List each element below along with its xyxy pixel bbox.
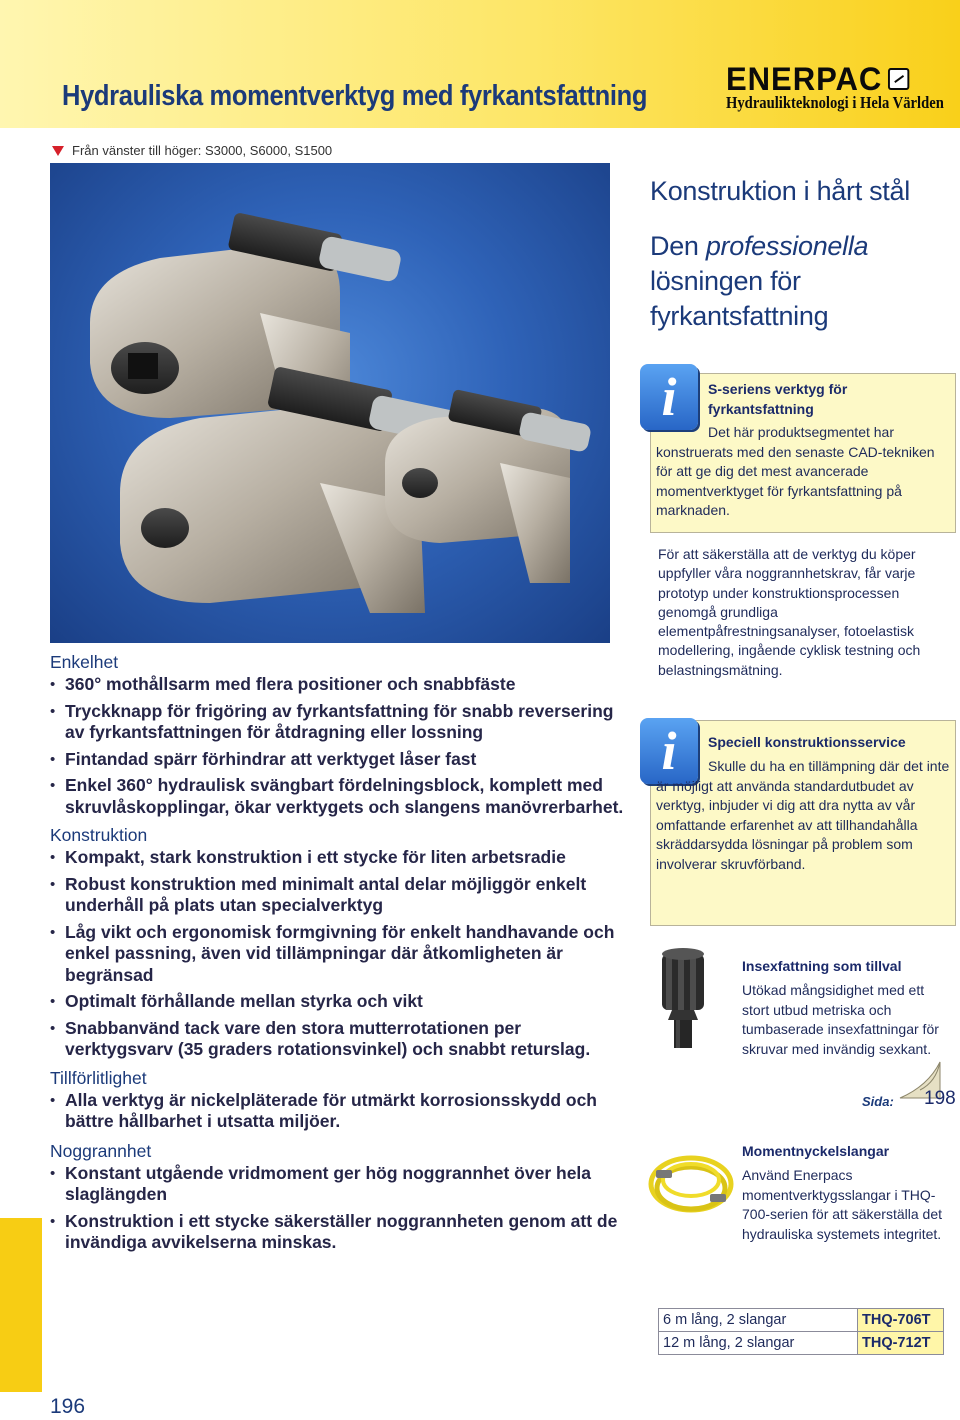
section-heading-steel: Konstruktion i hårt stål [650,176,910,206]
info-box-s-series-title: S-seriens verktyg för fyrkantsfattning [708,381,848,417]
enerpac-logo [726,61,944,112]
feature-item: • Enkel 360° hydraulisk svängbart fördelningsblock, komplett med skruvlåskopplingar, ökar verktygets och slangens manövrerbarhet. [50,775,630,818]
info-box-custom-service-text: Skulle du ha en tillämpning där det inte är möjligt att använda standardutbudet av verktyg, inbjuder vi dig att dra nytta av vår omfattande erfarenhet av att tillhandahålla skräddarsydda lösningar på problem som involverar skruvförband. [656,758,950,872]
feature-item: • Tryckknapp för frigöring av fyrkantsfattning för snabb reversering av fyrkantsfattningen för åtdragning eller lossning [50,701,630,744]
page-ref-label: Sida: [862,1094,894,1109]
emphasis-professionella: professionella [705,231,869,261]
hoses-title: Momentnyckelslangar [742,1143,890,1159]
feature-item: • Konstant utgående vridmoment ger hög noggrannhet över hela slaglängden [50,1163,630,1206]
info-box-custom-service-title: Speciell konstruktionsservice [708,734,906,750]
feature-item: • Robust konstruktion med minimalt antal delar möjliggör enkelt underhåll på plats utan specialverktyg [50,874,630,917]
logo-tagline: Hydraulikteknologi i Hela Världen [726,93,944,112]
table-row [659,1309,944,1332]
hoses-text: Använd Enerpacs momentverktygsslangar i THQ-700-serien för att säkerställa det hydrauliska systemets integritet. [742,1167,942,1242]
torque-wrench-illustration [50,163,610,643]
feature-item: • Fintandad spärr förhindrar att verktyget låser fast [50,749,630,771]
product-photo [50,163,610,643]
feature-item: • Kompakt, stark konstruktion i ett stycke för liten arbetsradie [50,847,630,869]
feature-item: • Snabbanvänd tack vare den stora mutterrotationen per verktygsvarv (35 graders rotationsvinkel) och snabbt returslag. [50,1018,630,1061]
info-icon: i [640,718,698,784]
testing-paragraph: För att säkerställa att de verktyg du köper uppfyller våra noggrannhetskrav, får varje prototyp under konstruktionsprocessen genomgå grundliga elementpåfrestningsanalyser, fotoelastisk modellering, ingående cyklisk testning och belastningsmätning. [658,546,921,678]
feature-item: • 360° mothållsarm med flera positioner och snabbfäste [50,674,630,696]
hex-option-text: Utökad mångsidighet med ett stort utbud metriska och tumbaserade insexfattningar för skruvar med invändig sexkant. [742,982,939,1057]
hose-model: THQ-706T [858,1309,944,1332]
feature-list [50,650,630,1259]
logo-wordmark: ENERPAC [726,61,883,97]
info-icon: i [640,364,698,430]
hose-desc: 12 m lång, 2 slangar [659,1332,858,1355]
feature-item: • Konstruktion i ett stycke säkerställer noggrannheten genom att de invändiga avvikelserna minskas. [50,1211,630,1254]
hex-socket-image [646,946,724,1056]
triangle-down-icon [52,146,64,156]
page-number: 196 [50,1395,86,1418]
brand-mark-icon [888,68,909,90]
section-heading-professional: Den professionella lösningen för fyrkantsfattning [650,231,869,331]
page-title: Hydrauliska momentverktyg med fyrkantsfattning [62,80,648,112]
info-box-s-series-text: Det här produktsegmentet har konstruerats med den senaste CAD-tekniken för att ge dig det mest avancerade momentverktyget för fyrkantsfattning på marknaden. [656,424,935,518]
feature-heading: Enkelhet [50,652,119,672]
caption-text: Från vänster till höger: S3000, S6000, S1500 [72,143,333,158]
hex-option-title: Insexfattning som tillval [742,958,902,974]
feature-heading: Noggrannhet [50,1140,152,1161]
feature-heading: Konstruktion [50,825,148,845]
table-row [659,1332,944,1355]
hose-table [658,1308,944,1355]
feature-heading: Tillförlitlighet [50,1067,147,1088]
hose-desc: 6 m lång, 2 slangar [659,1309,858,1332]
feature-item: • Låg vikt och ergonomisk formgivning för enkelt handhavande och enkel passning, även vid tillämpningar där åtkomligheten är begränsad [50,922,630,987]
hose-model: THQ-712T [858,1332,944,1355]
feature-item: • Alla verktyg är nickelpläterade för utmärkt korrosionsskydd och bättre hållbarhet i utsatta miljöer. [50,1090,630,1133]
page-ref-number: 198 [924,1088,956,1109]
feature-item: • Optimalt förhållande mellan styrka och vikt [50,991,630,1013]
photo-caption [52,143,332,158]
section-tab-marker [0,1218,42,1392]
